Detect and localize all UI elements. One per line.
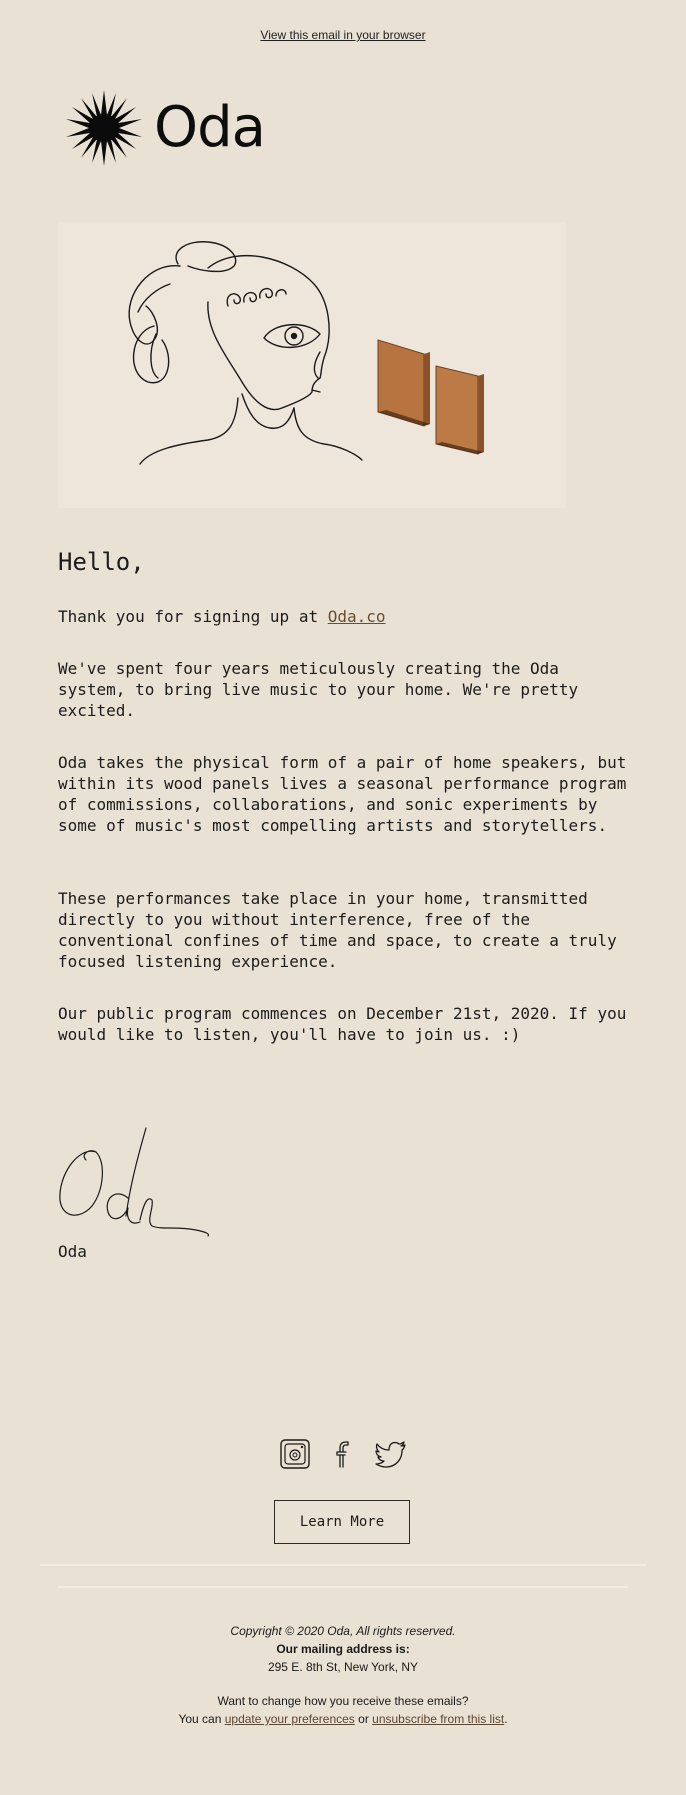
view-in-browser-link[interactable]: View this email in your browser — [260, 28, 426, 42]
starburst-icon — [64, 88, 144, 168]
social-links — [0, 1436, 686, 1472]
paragraph-performances-text: These performances take place in your home, transmitted directly to you without interference, free of the conventional confines of time and space, to create a truly focused listening experience. — [58, 889, 617, 971]
hero-illustration — [58, 222, 566, 508]
intro-text: Thank you for signing up at — [58, 607, 328, 626]
instagram-icon[interactable] — [277, 1436, 313, 1472]
paragraph-system — [58, 658, 628, 721]
greeting: Hello, — [58, 548, 145, 576]
handwritten-signature — [56, 1126, 216, 1238]
brand-name: Oda — [154, 95, 265, 160]
period-text: . — [504, 1712, 508, 1726]
or-text: or — [354, 1712, 373, 1726]
footer-divider-inner — [58, 1586, 628, 1588]
mailing-address-heading: Our mailing address is: — [276, 1642, 410, 1656]
preferences-question: Want to change how you receive these emails? — [217, 1694, 469, 1708]
twitter-icon[interactable] — [373, 1436, 409, 1472]
speaker-right — [436, 366, 484, 454]
learn-more-button[interactable]: Learn More — [274, 1500, 410, 1544]
preferences-line — [0, 1710, 686, 1728]
signature-name: Oda — [58, 1242, 87, 1261]
paragraph-system-text: We've spent four years meticulously creating the Oda system, to bring live music to your home. We're pretty excited. — [58, 659, 579, 720]
mailing-address: 295 E. 8th St, New York, NY — [267, 1660, 419, 1674]
paragraph-program-text: Our public program commences on December 21st, 2020. If you would like to listen, you'll have to join us. :) — [58, 1004, 627, 1044]
facebook-icon[interactable] — [325, 1436, 361, 1472]
update-preferences-link[interactable]: update your preferences — [224, 1712, 355, 1726]
brand-logo[interactable] — [64, 88, 265, 168]
oda-site-link[interactable]: Oda.co — [327, 607, 386, 626]
paragraph-program — [58, 1003, 628, 1045]
unsubscribe-link[interactable]: unsubscribe from this list — [372, 1712, 505, 1726]
intro-paragraph — [58, 606, 628, 627]
footer-divider — [40, 1564, 646, 1566]
copyright-text: Copyright © 2020 Oda, All rights reserved. — [230, 1624, 456, 1638]
paragraph-form — [58, 752, 628, 836]
face-and-speakers-illustration — [58, 222, 566, 508]
footer — [0, 1622, 686, 1728]
paragraph-form-text: Oda takes the physical form of a pair of home speakers, but within its wood panels lives a seasonal performance program of commissions, collaborations, and sonic experiments by some of music's most compelling artists and storytellers. — [58, 753, 627, 835]
speaker-left — [378, 340, 430, 426]
paragraph-performances — [58, 888, 628, 972]
you-can-text: You can — [178, 1712, 225, 1726]
